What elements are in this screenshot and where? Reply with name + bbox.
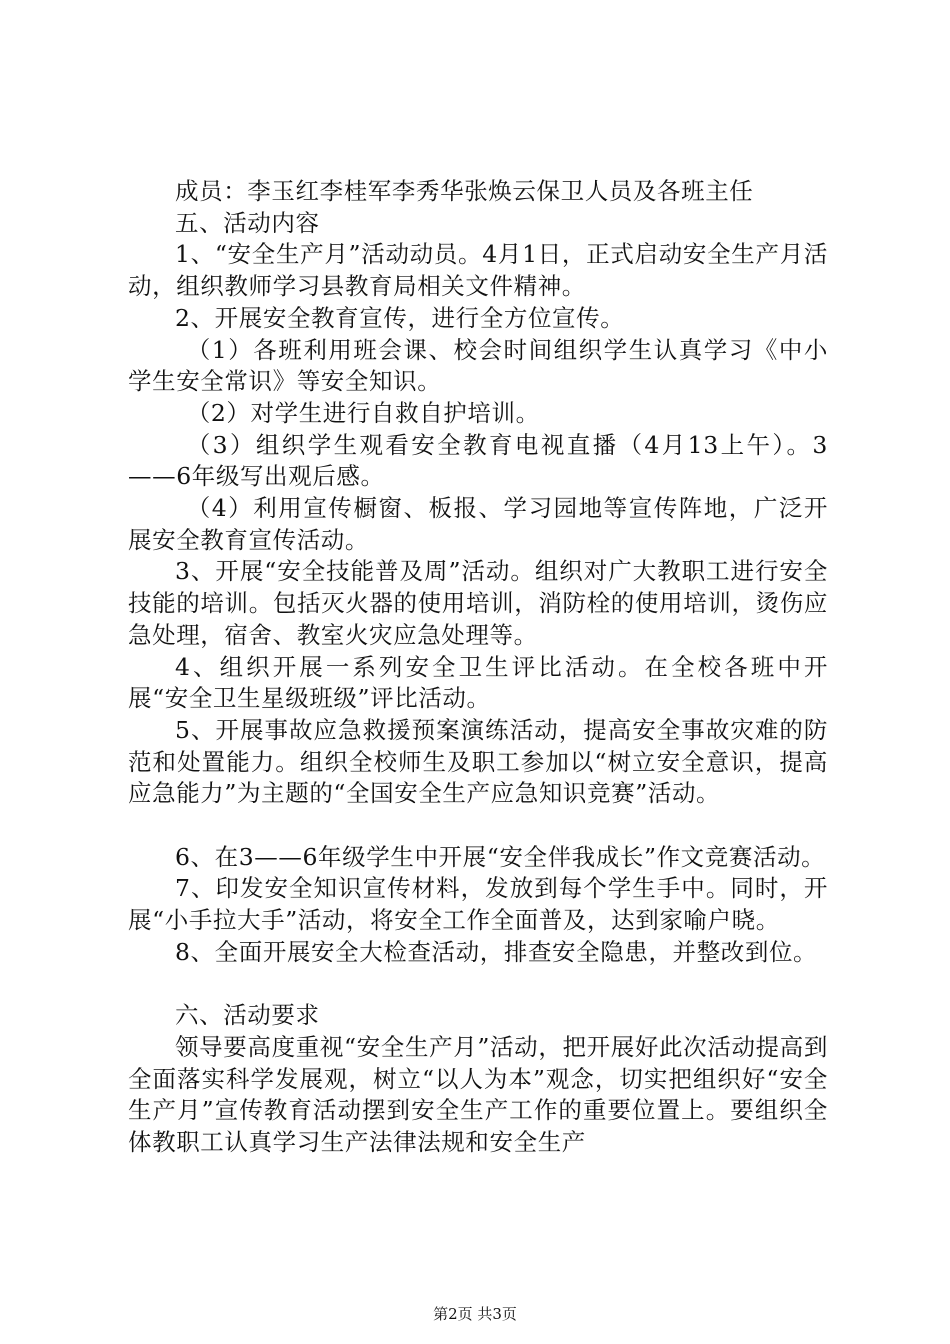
item-2-4-paragraph: （4）利用宣传橱窗、板报、学习园地等宣传阵地，广泛开展安全教育宣传活动。 [128, 494, 828, 554]
requirement-paragraph: 领导要高度重视“安全生产月”活动，把开展好此次活动提高到全面落实科学发展观，树立“以人为本”观念，切实把组织好“安全生产月”宣传教育活动摆到安全生产工作的重要位置上。要组织全体教职工认真学习生产法律法规和安全生产 [128, 1032, 828, 1157]
item-2-paragraph: 2、开展安全教育宣传，进行全方位宣传。 [175, 303, 625, 332]
item-2-2-paragraph: （2）对学生进行自救自护培训。 [186, 398, 540, 427]
document-body [128, 176, 828, 1159]
item-3-paragraph: 3、开展“安全技能普及周”活动。组织对广大教职工进行安全技能的培训。包括灭火器的使用培训，消防栓的使用培训，烫伤应急处理，宿舍、教室火灾应急处理等。 [128, 557, 828, 649]
section-6-heading: 六、活动要求 [175, 1001, 320, 1030]
item-1-paragraph: 1、“安全生产月”活动动员。4月1日，正式启动安全生产月活动，组织教师学习县教育局相关文件精神。 [128, 240, 828, 301]
members-paragraph: 成员：李玉红李桂军李秀华张焕云保卫人员及各班主任 [175, 177, 754, 205]
item-8-paragraph: 8、全面开展安全大检查活动，排查安全隐患，并整改到位。 [175, 937, 818, 966]
page-number-footer: 第2页 共3页 [433, 1305, 517, 1323]
item-7-paragraph: 7、印发安全知识宣传材料，发放到每个学生手中。同时，开展“小手拉大手”活动，将安全工作全面普及，达到家喻户晓。 [128, 874, 828, 935]
item-5-paragraph: 5、开展事故应急救援预案演练活动，提高安全事故灾难的防范和处置能力。组织全校师生及职工参加以“树立安全意识，提高应急能力”为主题的“全国安全生产应急知识竞赛”活动。 [128, 715, 828, 808]
item-2-1-paragraph: （1）各班利用班会课、校会时间组织学生认真学习《中小学生安全常识》等安全知识。 [128, 335, 828, 396]
item-2-3-paragraph: （3）组织学生观看安全教育电视直播（4月13上午）。3——6年级写出观后感。 [128, 430, 828, 491]
item-4-paragraph: 4、组织开展一系列安全卫生评比活动。在全校各班中开展“安全卫生星级班级”评比活动。 [128, 652, 828, 713]
section-5-heading: 五、活动内容 [175, 208, 320, 237]
item-6-paragraph: 6、在3——6年级学生中开展“安全伴我成长”作文竞赛活动。 [175, 842, 826, 871]
